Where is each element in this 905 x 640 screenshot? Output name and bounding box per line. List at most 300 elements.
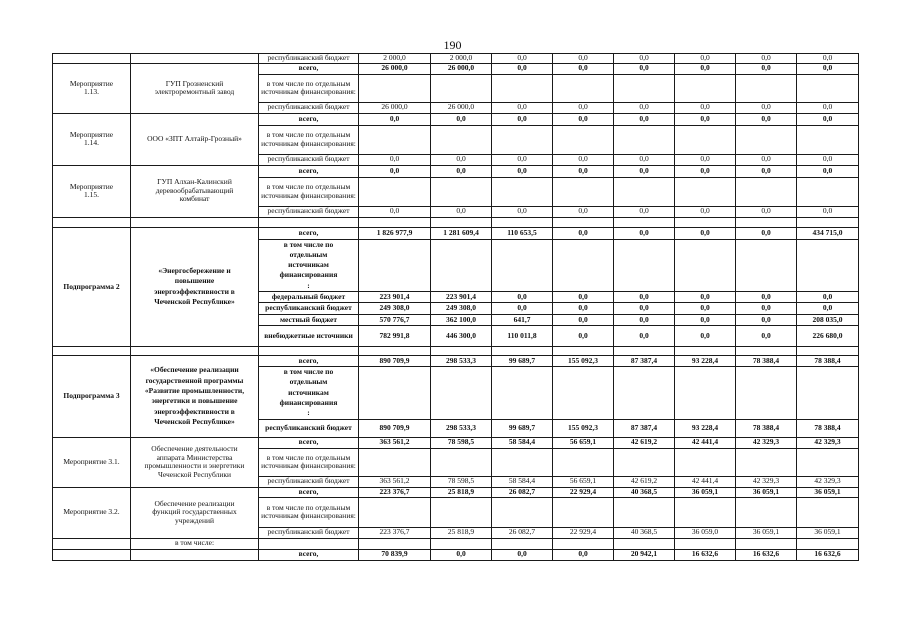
amount-cell: 87 387,4	[614, 419, 675, 437]
amount-cell: 42 329,3	[736, 437, 797, 448]
funding-source-cell: всего,	[259, 63, 359, 74]
amount-cell: 87 387,4	[614, 355, 675, 366]
funding-source-cell	[259, 538, 359, 549]
amount-cell: 0,0	[797, 113, 859, 125]
amount-cell: 0,0	[736, 165, 797, 177]
amount-cell	[614, 177, 675, 206]
amount-cell	[492, 177, 553, 206]
amount-cell	[553, 239, 614, 291]
amount-cell	[675, 125, 736, 154]
event-label-cell: Мероприятие 3.2.	[53, 487, 131, 538]
amount-cell: 42 329,3	[797, 437, 859, 448]
amount-cell: 36 059,1	[797, 527, 859, 538]
amount-cell: 0,0	[736, 325, 797, 346]
table-row	[53, 346, 859, 355]
event-label-cell	[53, 346, 131, 355]
amount-cell	[675, 448, 736, 476]
amount-cell: 890 709,9	[359, 419, 431, 437]
amount-cell: 0,0	[675, 154, 736, 165]
amount-cell: 0,0	[553, 165, 614, 177]
budget-table-body	[53, 54, 859, 561]
amount-cell: 0,0	[675, 303, 736, 314]
amount-cell: 0,0	[614, 165, 675, 177]
amount-cell	[492, 239, 553, 291]
amount-cell: 58 584,4	[492, 437, 553, 448]
amount-cell: 0,0	[675, 54, 736, 64]
amount-cell: 20 942,1	[614, 549, 675, 560]
table-row	[53, 54, 859, 64]
amount-cell: 155 092,3	[553, 355, 614, 366]
amount-cell: 782 991,8	[359, 325, 431, 346]
amount-cell: 0,0	[553, 113, 614, 125]
amount-cell	[492, 538, 553, 549]
amount-cell	[675, 239, 736, 291]
amount-cell: 40 368,5	[614, 527, 675, 538]
amount-cell: 298 533,3	[431, 355, 492, 366]
amount-cell: 0,0	[614, 54, 675, 64]
amount-cell: 0,0	[492, 291, 553, 302]
amount-cell	[492, 74, 553, 102]
amount-cell: 0,0	[431, 206, 492, 217]
amount-cell	[492, 367, 553, 419]
amount-cell	[614, 239, 675, 291]
amount-cell: 0,0	[736, 63, 797, 74]
amount-cell: 22 929,4	[553, 487, 614, 497]
amount-cell: 25 818,9	[431, 487, 492, 497]
amount-cell	[614, 74, 675, 102]
amount-cell	[614, 367, 675, 419]
amount-cell: 42 329,3	[797, 476, 859, 487]
amount-cell: 42 441,4	[675, 476, 736, 487]
amount-cell	[736, 538, 797, 549]
amount-cell	[614, 538, 675, 549]
amount-cell: 223 376,7	[359, 487, 431, 497]
event-label-cell: Мероприятие 3.1.	[53, 437, 131, 487]
funding-source-cell: в том числе по отдельным источникам финансирования:	[259, 239, 359, 291]
amount-cell	[492, 497, 553, 527]
amount-cell: 223 901,4	[431, 291, 492, 302]
amount-cell: 16 632,6	[675, 549, 736, 560]
amount-cell: 570 776,7	[359, 314, 431, 325]
event-label-cell: Мероприятие 1.14.	[53, 113, 131, 165]
amount-cell	[614, 448, 675, 476]
amount-cell	[492, 346, 553, 355]
amount-cell: 0,0	[736, 154, 797, 165]
executor-cell: Обеспечение реализации функций государственных учреждений	[131, 487, 259, 538]
amount-cell	[359, 125, 431, 154]
amount-cell: 42 619,2	[614, 476, 675, 487]
amount-cell	[736, 177, 797, 206]
funding-source-cell: в том числе по отдельным источникам финансирования:	[259, 497, 359, 527]
amount-cell	[553, 125, 614, 154]
amount-cell: 0,0	[797, 154, 859, 165]
amount-cell: 0,0	[736, 54, 797, 64]
amount-cell: 99 689,7	[492, 355, 553, 366]
table-row	[53, 549, 859, 560]
amount-cell	[553, 217, 614, 227]
amount-cell	[797, 448, 859, 476]
amount-cell	[797, 217, 859, 227]
amount-cell	[359, 74, 431, 102]
table-row	[53, 437, 859, 448]
executor-cell: Обеспечение деятельности аппарата Министерства промышленности и энергетики Чеченской Республики	[131, 437, 259, 487]
amount-cell: 0,0	[431, 154, 492, 165]
table-row	[53, 227, 859, 239]
amount-cell: 0,0	[492, 54, 553, 64]
table-row	[53, 217, 859, 227]
amount-cell	[431, 74, 492, 102]
amount-cell: 0,0	[736, 314, 797, 325]
amount-cell: 78 598,5	[431, 476, 492, 487]
amount-cell: 1 826 977,9	[359, 227, 431, 239]
budget-table	[52, 53, 859, 561]
funding-source-cell: республиканский бюджет	[259, 419, 359, 437]
amount-cell: 0,0	[675, 325, 736, 346]
amount-cell: 26 000,0	[359, 63, 431, 74]
amount-cell: 36 059,1	[736, 487, 797, 497]
funding-source-cell: всего,	[259, 549, 359, 560]
amount-cell: 93 228,4	[675, 419, 736, 437]
funding-source-cell	[259, 346, 359, 355]
amount-cell: 42 329,3	[736, 476, 797, 487]
amount-cell: 70 839,9	[359, 549, 431, 560]
amount-cell	[736, 74, 797, 102]
amount-cell: 0,0	[614, 325, 675, 346]
amount-cell	[736, 448, 797, 476]
amount-cell: 26 000,0	[359, 102, 431, 113]
amount-cell	[359, 346, 431, 355]
amount-cell	[797, 125, 859, 154]
amount-cell: 0,0	[797, 102, 859, 113]
amount-cell: 641,7	[492, 314, 553, 325]
funding-source-cell: республиканский бюджет	[259, 54, 359, 64]
amount-cell: 99 689,7	[492, 419, 553, 437]
amount-cell	[614, 217, 675, 227]
amount-cell: 0,0	[675, 291, 736, 302]
amount-cell	[431, 346, 492, 355]
amount-cell	[797, 74, 859, 102]
amount-cell: 0,0	[492, 549, 553, 560]
event-label-cell: Подпрограмма 3	[53, 355, 131, 437]
funding-source-cell: всего,	[259, 355, 359, 366]
amount-cell: 0,0	[553, 206, 614, 217]
funding-source-cell: в том числе по отдельным источникам финансирования:	[259, 177, 359, 206]
funding-source-cell: в том числе по отдельным источникам финансирования:	[259, 125, 359, 154]
amount-cell: 0,0	[553, 314, 614, 325]
amount-cell: 0,0	[614, 102, 675, 113]
amount-cell: 0,0	[797, 303, 859, 314]
amount-cell: 0,0	[431, 549, 492, 560]
amount-cell	[431, 448, 492, 476]
amount-cell	[797, 177, 859, 206]
amount-cell	[553, 74, 614, 102]
amount-cell: 93 228,4	[675, 355, 736, 366]
amount-cell	[675, 217, 736, 227]
amount-cell	[675, 346, 736, 355]
amount-cell	[675, 497, 736, 527]
amount-cell	[736, 217, 797, 227]
amount-cell	[553, 497, 614, 527]
funding-source-cell: республиканский бюджет	[259, 154, 359, 165]
table-row	[53, 538, 859, 549]
funding-source-cell: в том числе по отдельным источникам финансирования:	[259, 74, 359, 102]
amount-cell: 0,0	[797, 63, 859, 74]
funding-source-cell: в том числе по отдельным источникам финансирования:	[259, 367, 359, 419]
event-label-cell: Мероприятие 1.13.	[53, 63, 131, 113]
amount-cell: 0,0	[553, 63, 614, 74]
amount-cell: 2 000,0	[359, 54, 431, 64]
funding-source-cell: всего,	[259, 437, 359, 448]
amount-cell: 0,0	[359, 165, 431, 177]
amount-cell: 0,0	[553, 549, 614, 560]
amount-cell	[359, 177, 431, 206]
amount-cell: 0,0	[492, 206, 553, 217]
amount-cell	[614, 497, 675, 527]
funding-source-cell: республиканский бюджет	[259, 527, 359, 538]
amount-cell: 0,0	[553, 325, 614, 346]
amount-cell	[359, 367, 431, 419]
amount-cell: 26 082,7	[492, 487, 553, 497]
amount-cell	[359, 538, 431, 549]
amount-cell	[431, 177, 492, 206]
amount-cell: 0,0	[492, 154, 553, 165]
amount-cell: 0,0	[614, 291, 675, 302]
amount-cell	[797, 367, 859, 419]
amount-cell: 36 059,1	[736, 527, 797, 538]
amount-cell	[359, 217, 431, 227]
amount-cell: 0,0	[614, 206, 675, 217]
amount-cell: 363 561,2	[359, 476, 431, 487]
amount-cell: 0,0	[675, 227, 736, 239]
amount-cell: 0,0	[553, 102, 614, 113]
amount-cell: 208 035,0	[797, 314, 859, 325]
amount-cell	[797, 538, 859, 549]
amount-cell: 78 388,4	[797, 355, 859, 366]
amount-cell: 0,0	[492, 165, 553, 177]
amount-cell: 0,0	[553, 227, 614, 239]
amount-cell	[553, 448, 614, 476]
amount-cell: 0,0	[431, 165, 492, 177]
amount-cell: 42 619,2	[614, 437, 675, 448]
amount-cell: 110 011,8	[492, 325, 553, 346]
amount-cell: 0,0	[736, 206, 797, 217]
table-row	[53, 113, 859, 125]
amount-cell: 0,0	[359, 206, 431, 217]
amount-cell	[359, 448, 431, 476]
funding-source-cell: республиканский бюджет	[259, 303, 359, 314]
amount-cell: 0,0	[614, 314, 675, 325]
amount-cell: 58 584,4	[492, 476, 553, 487]
amount-cell	[492, 125, 553, 154]
amount-cell: 0,0	[736, 113, 797, 125]
amount-cell: 0,0	[736, 227, 797, 239]
amount-cell	[431, 367, 492, 419]
amount-cell	[675, 538, 736, 549]
amount-cell	[614, 346, 675, 355]
amount-cell: 0,0	[675, 113, 736, 125]
amount-cell	[736, 367, 797, 419]
event-label-cell	[53, 549, 131, 560]
amount-cell: 0,0	[675, 63, 736, 74]
amount-cell: 0,0	[736, 291, 797, 302]
amount-cell	[553, 367, 614, 419]
amount-cell: 446 300,0	[431, 325, 492, 346]
amount-cell: 890 709,9	[359, 355, 431, 366]
funding-source-cell: всего,	[259, 165, 359, 177]
amount-cell: 78 598,5	[431, 437, 492, 448]
amount-cell: 0,0	[553, 303, 614, 314]
amount-cell: 25 818,9	[431, 527, 492, 538]
amount-cell: 0,0	[614, 113, 675, 125]
amount-cell: 362 100,0	[431, 314, 492, 325]
amount-cell: 78 388,4	[797, 419, 859, 437]
amount-cell: 0,0	[797, 206, 859, 217]
executor-cell	[131, 346, 259, 355]
amount-cell: 0,0	[797, 165, 859, 177]
event-label-cell	[53, 54, 131, 64]
amount-cell: 249 308,0	[431, 303, 492, 314]
amount-cell: 26 082,7	[492, 527, 553, 538]
amount-cell: 22 929,4	[553, 527, 614, 538]
amount-cell	[797, 346, 859, 355]
funding-source-cell: в том числе по отдельным источникам финансирования:	[259, 448, 359, 476]
amount-cell: 0,0	[359, 154, 431, 165]
amount-cell: 26 000,0	[431, 63, 492, 74]
amount-cell: 78 388,4	[736, 419, 797, 437]
event-label-cell	[53, 217, 131, 227]
event-label-cell	[53, 538, 131, 549]
executor-cell	[131, 217, 259, 227]
executor-cell: ГУП Алхан-Калинский деревообрабатывающий комбинат	[131, 165, 259, 217]
amount-cell	[359, 497, 431, 527]
amount-cell: 0,0	[675, 314, 736, 325]
amount-cell: 0,0	[492, 102, 553, 113]
funding-source-cell: всего,	[259, 227, 359, 239]
event-label-cell: Подпрограмма 2	[53, 227, 131, 346]
table-row	[53, 165, 859, 177]
amount-cell: 36 059,1	[675, 487, 736, 497]
amount-cell: 0,0	[614, 227, 675, 239]
executor-cell: в том числе:	[131, 538, 259, 549]
page-number: 190	[443, 38, 462, 52]
amount-cell: 363 561,2	[359, 437, 431, 448]
amount-cell: 0,0	[359, 113, 431, 125]
amount-cell: 0,0	[675, 206, 736, 217]
funding-source-cell: всего,	[259, 487, 359, 497]
amount-cell: 110 653,5	[492, 227, 553, 239]
amount-cell	[431, 239, 492, 291]
amount-cell: 0,0	[553, 54, 614, 64]
amount-cell	[553, 177, 614, 206]
amount-cell	[431, 217, 492, 227]
amount-cell: 56 659,1	[553, 437, 614, 448]
amount-cell: 2 000,0	[431, 54, 492, 64]
amount-cell: 26 000,0	[431, 102, 492, 113]
amount-cell: 0,0	[492, 63, 553, 74]
executor-cell: ООО «ЗПТ Алтайр-Грозный»	[131, 113, 259, 165]
amount-cell: 0,0	[736, 303, 797, 314]
amount-cell: 298 533,3	[431, 419, 492, 437]
amount-cell	[431, 538, 492, 549]
amount-cell: 56 659,1	[553, 476, 614, 487]
amount-cell: 0,0	[614, 63, 675, 74]
executor-cell	[131, 549, 259, 560]
amount-cell: 36 059,0	[675, 527, 736, 538]
amount-cell	[553, 346, 614, 355]
amount-cell: 249 308,0	[359, 303, 431, 314]
amount-cell: 434 715,0	[797, 227, 859, 239]
funding-source-cell: федеральный бюджет	[259, 291, 359, 302]
amount-cell: 42 441,4	[675, 437, 736, 448]
amount-cell	[431, 125, 492, 154]
amount-cell: 0,0	[675, 165, 736, 177]
amount-cell: 0,0	[431, 113, 492, 125]
amount-cell: 0,0	[675, 102, 736, 113]
event-label-cell: Мероприятие 1.15.	[53, 165, 131, 217]
amount-cell: 0,0	[736, 102, 797, 113]
amount-cell: 155 092,3	[553, 419, 614, 437]
amount-cell: 0,0	[492, 113, 553, 125]
amount-cell	[553, 538, 614, 549]
table-row	[53, 487, 859, 497]
amount-cell: 1 281 609,4	[431, 227, 492, 239]
amount-cell: 0,0	[797, 54, 859, 64]
executor-cell	[131, 54, 259, 64]
executor-cell: ГУП Грозненский электроремонтный завод	[131, 63, 259, 113]
amount-cell: 0,0	[797, 291, 859, 302]
amount-cell	[675, 367, 736, 419]
executor-cell: «Энергосбережение и повышение энергоэффективности в Чеченской Республике»	[131, 227, 259, 346]
amount-cell: 223 376,7	[359, 527, 431, 538]
amount-cell	[736, 497, 797, 527]
amount-cell	[736, 125, 797, 154]
funding-source-cell: внебюджетные источники	[259, 325, 359, 346]
amount-cell	[359, 239, 431, 291]
funding-source-cell: республиканский бюджет	[259, 476, 359, 487]
amount-cell	[797, 239, 859, 291]
amount-cell	[492, 448, 553, 476]
funding-source-cell: республиканский бюджет	[259, 102, 359, 113]
funding-source-cell: республиканский бюджет	[259, 206, 359, 217]
amount-cell: 78 388,4	[736, 355, 797, 366]
executor-cell: «Обеспечение реализации государственной программы «Развитие промышленности, энергетики и повышение энергоэффективности в Чеченской Республике»	[131, 355, 259, 437]
amount-cell	[614, 125, 675, 154]
table-row	[53, 355, 859, 366]
amount-cell: 0,0	[492, 303, 553, 314]
funding-source-cell: всего,	[259, 113, 359, 125]
amount-cell	[431, 497, 492, 527]
amount-cell: 0,0	[553, 291, 614, 302]
amount-cell	[797, 497, 859, 527]
amount-cell: 0,0	[553, 154, 614, 165]
amount-cell	[736, 239, 797, 291]
amount-cell: 0,0	[614, 154, 675, 165]
table-row	[53, 63, 859, 74]
amount-cell	[675, 177, 736, 206]
amount-cell: 0,0	[614, 303, 675, 314]
amount-cell: 40 368,5	[614, 487, 675, 497]
amount-cell	[675, 74, 736, 102]
amount-cell	[492, 217, 553, 227]
amount-cell	[736, 346, 797, 355]
funding-source-cell: местный бюджет	[259, 314, 359, 325]
amount-cell: 16 632,6	[797, 549, 859, 560]
amount-cell: 226 680,0	[797, 325, 859, 346]
amount-cell: 36 059,1	[797, 487, 859, 497]
amount-cell: 16 632,6	[736, 549, 797, 560]
amount-cell: 223 901,4	[359, 291, 431, 302]
funding-source-cell	[259, 217, 359, 227]
